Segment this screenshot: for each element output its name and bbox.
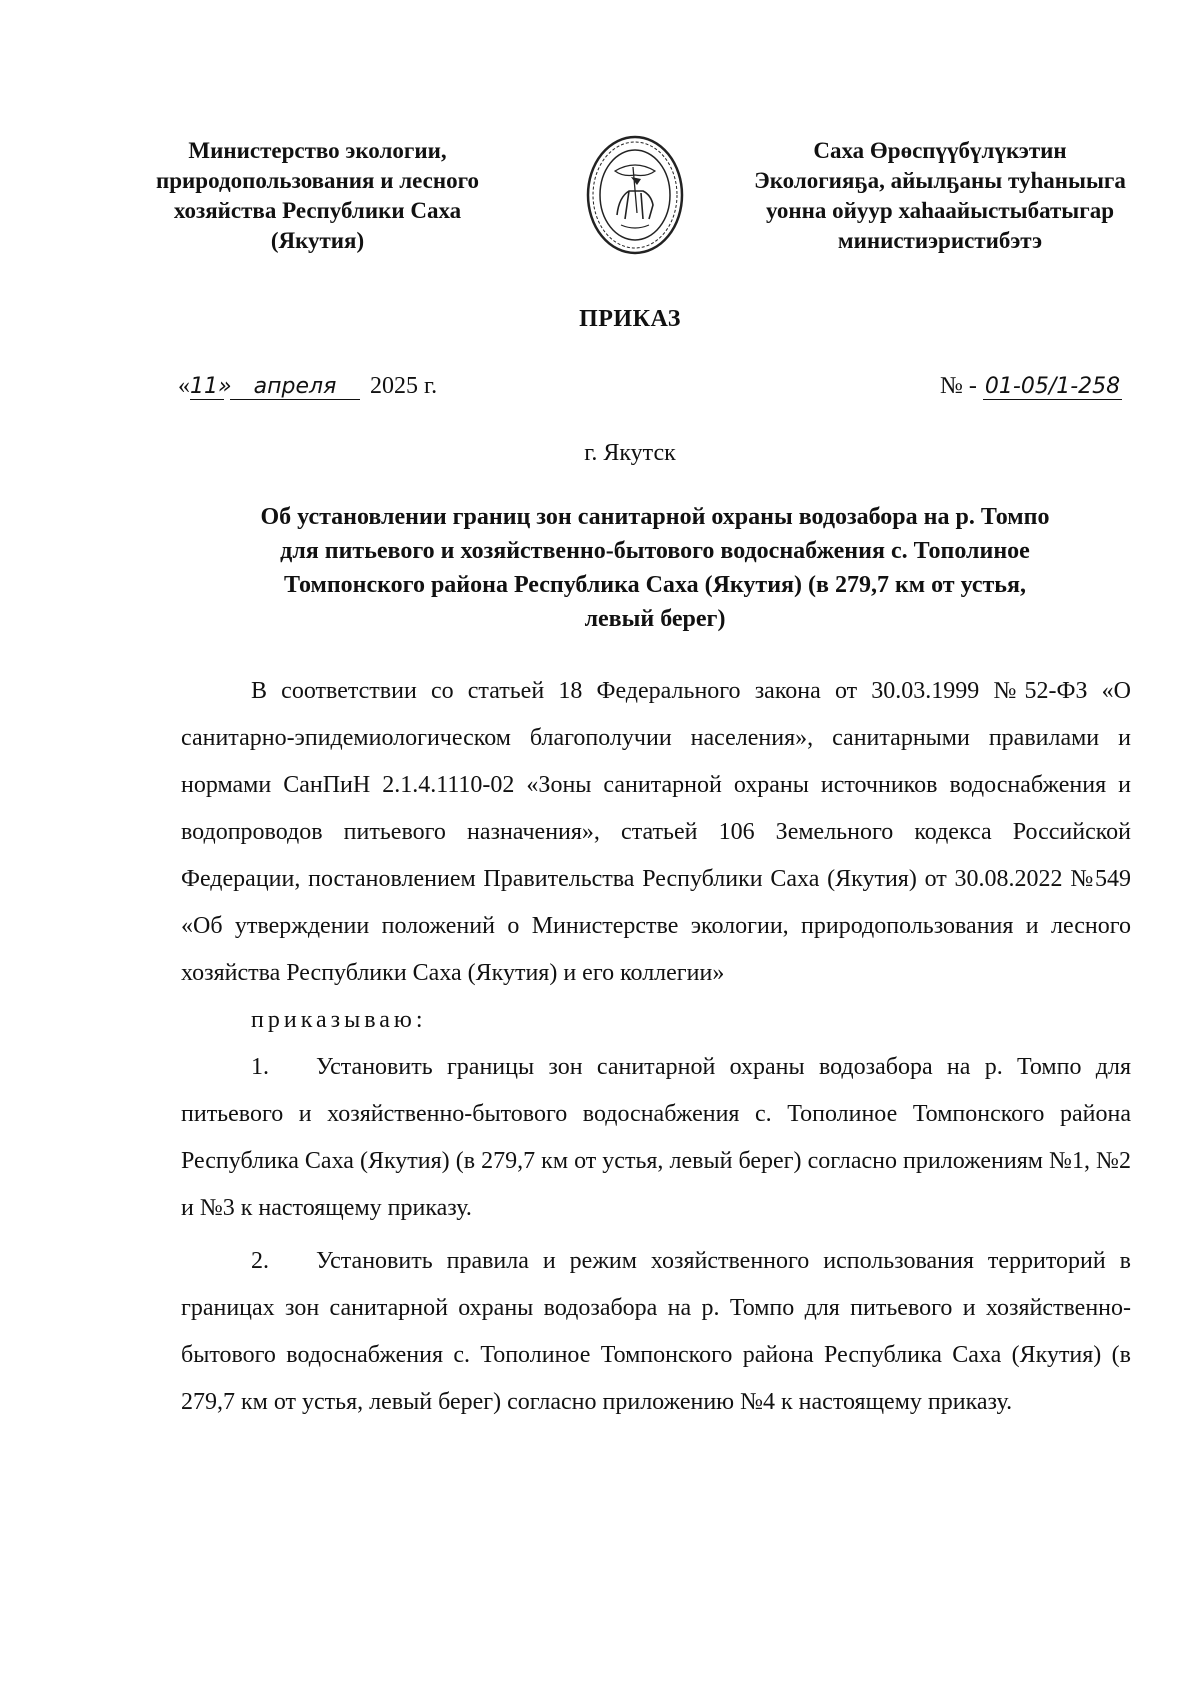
- intro-paragraph: В соответствии со статьей 18 Федерального закона от 30.03.1999 №52-ФЗ «О санитарно-эпидемиологическом благополучии населения», санитарными правилами и нормами СанПиН 2.1.4.1110-02 «Зоны санитарной охраны источников водоснабжения и водопроводов питьевого назначения», статьей 106 Земельного кодекса Российской Федерации, постановлением Правительства Республики Саха (Якутия) от 30.08.2022 №549 «Об утверждении положений о Министерстве экологии, природопользования и лесного хозяйства Республики Саха (Якутия) и его коллегии»: [181, 678, 1131, 986]
- date-open-quote: «: [178, 373, 190, 399]
- order-item: [181, 1238, 1131, 1426]
- subject-line: левый берег): [584, 606, 726, 632]
- date-day-handwritten: 11»: [190, 374, 232, 399]
- ministry-name-russian: [140, 136, 495, 256]
- ministry-name-line: Саха Өрөспүүбүлүкэтин: [813, 138, 1067, 163]
- document-date: [178, 373, 437, 400]
- item-number: 2.: [251, 1248, 269, 1274]
- document-number: [940, 373, 1122, 400]
- ministry-name-line: министиэристибэтэ: [837, 228, 1043, 253]
- subject-line: для питьевого и хозяйственно-бытового водоснабжения с. Тополиное: [280, 538, 1030, 564]
- number-prefix: № -: [940, 373, 977, 399]
- ministry-name-line: Министерство экологии,: [188, 138, 447, 163]
- order-word: приказываю:: [251, 1007, 427, 1033]
- item-text: Установить правила и режим хозяйственного использования территорий в границах зон санитарной охраны водозабора на р. Томпо для питьевого и хозяйственно-бытового водоснабжения с. Тополиное Томпонского района Республика Саха (Якутия) (в 279,7 км от устья, левый берег) согласно приложению №4 к настоящему приказу.: [181, 1248, 1131, 1415]
- ministry-name-line: природопользования и лесного: [156, 168, 479, 193]
- subject-line: Томпонского района Республика Саха (Якутия) (в 279,7 км от устья,: [284, 572, 1026, 598]
- item-text: Установить границы зон санитарной охраны водозабора на р. Томпо для питьевого и хозяйственно-бытового водоснабжения с. Тополиное Томпонского района Республика Саха (Якутия) (в 279,7 км от устья, левый берег) согласно приложениям №1, №2 и №3 к настоящему приказу.: [181, 1054, 1131, 1221]
- item-number: 1.: [251, 1054, 269, 1080]
- date-month-handwritten: апреля: [230, 374, 360, 400]
- coat-of-arms-emblem-icon: [585, 133, 685, 257]
- date-year: 2025 г.: [370, 373, 438, 399]
- ministry-name-line: хозяйства Республики Саха: [173, 198, 462, 223]
- number-handwritten: 01-05/1-258: [984, 374, 1121, 399]
- ministry-name-line: уонна ойуур хаһаайыстыбатыгар: [765, 198, 1115, 223]
- subject-line: Об установлении границ зон санитарной охраны водозабора на р. Томпо: [260, 504, 1050, 530]
- ministry-name-line: (Якутия): [270, 228, 365, 253]
- ministry-name-yakut: [730, 136, 1150, 256]
- document-title: ПРИКАЗ: [579, 306, 681, 332]
- ministry-name-line: Экологияҕа, айылҕаны туһаныыга: [754, 168, 1126, 193]
- document-city: г. Якутск: [584, 440, 676, 466]
- order-item: [181, 1044, 1131, 1232]
- document-body: [181, 668, 1131, 1426]
- document-subject: [180, 500, 1130, 636]
